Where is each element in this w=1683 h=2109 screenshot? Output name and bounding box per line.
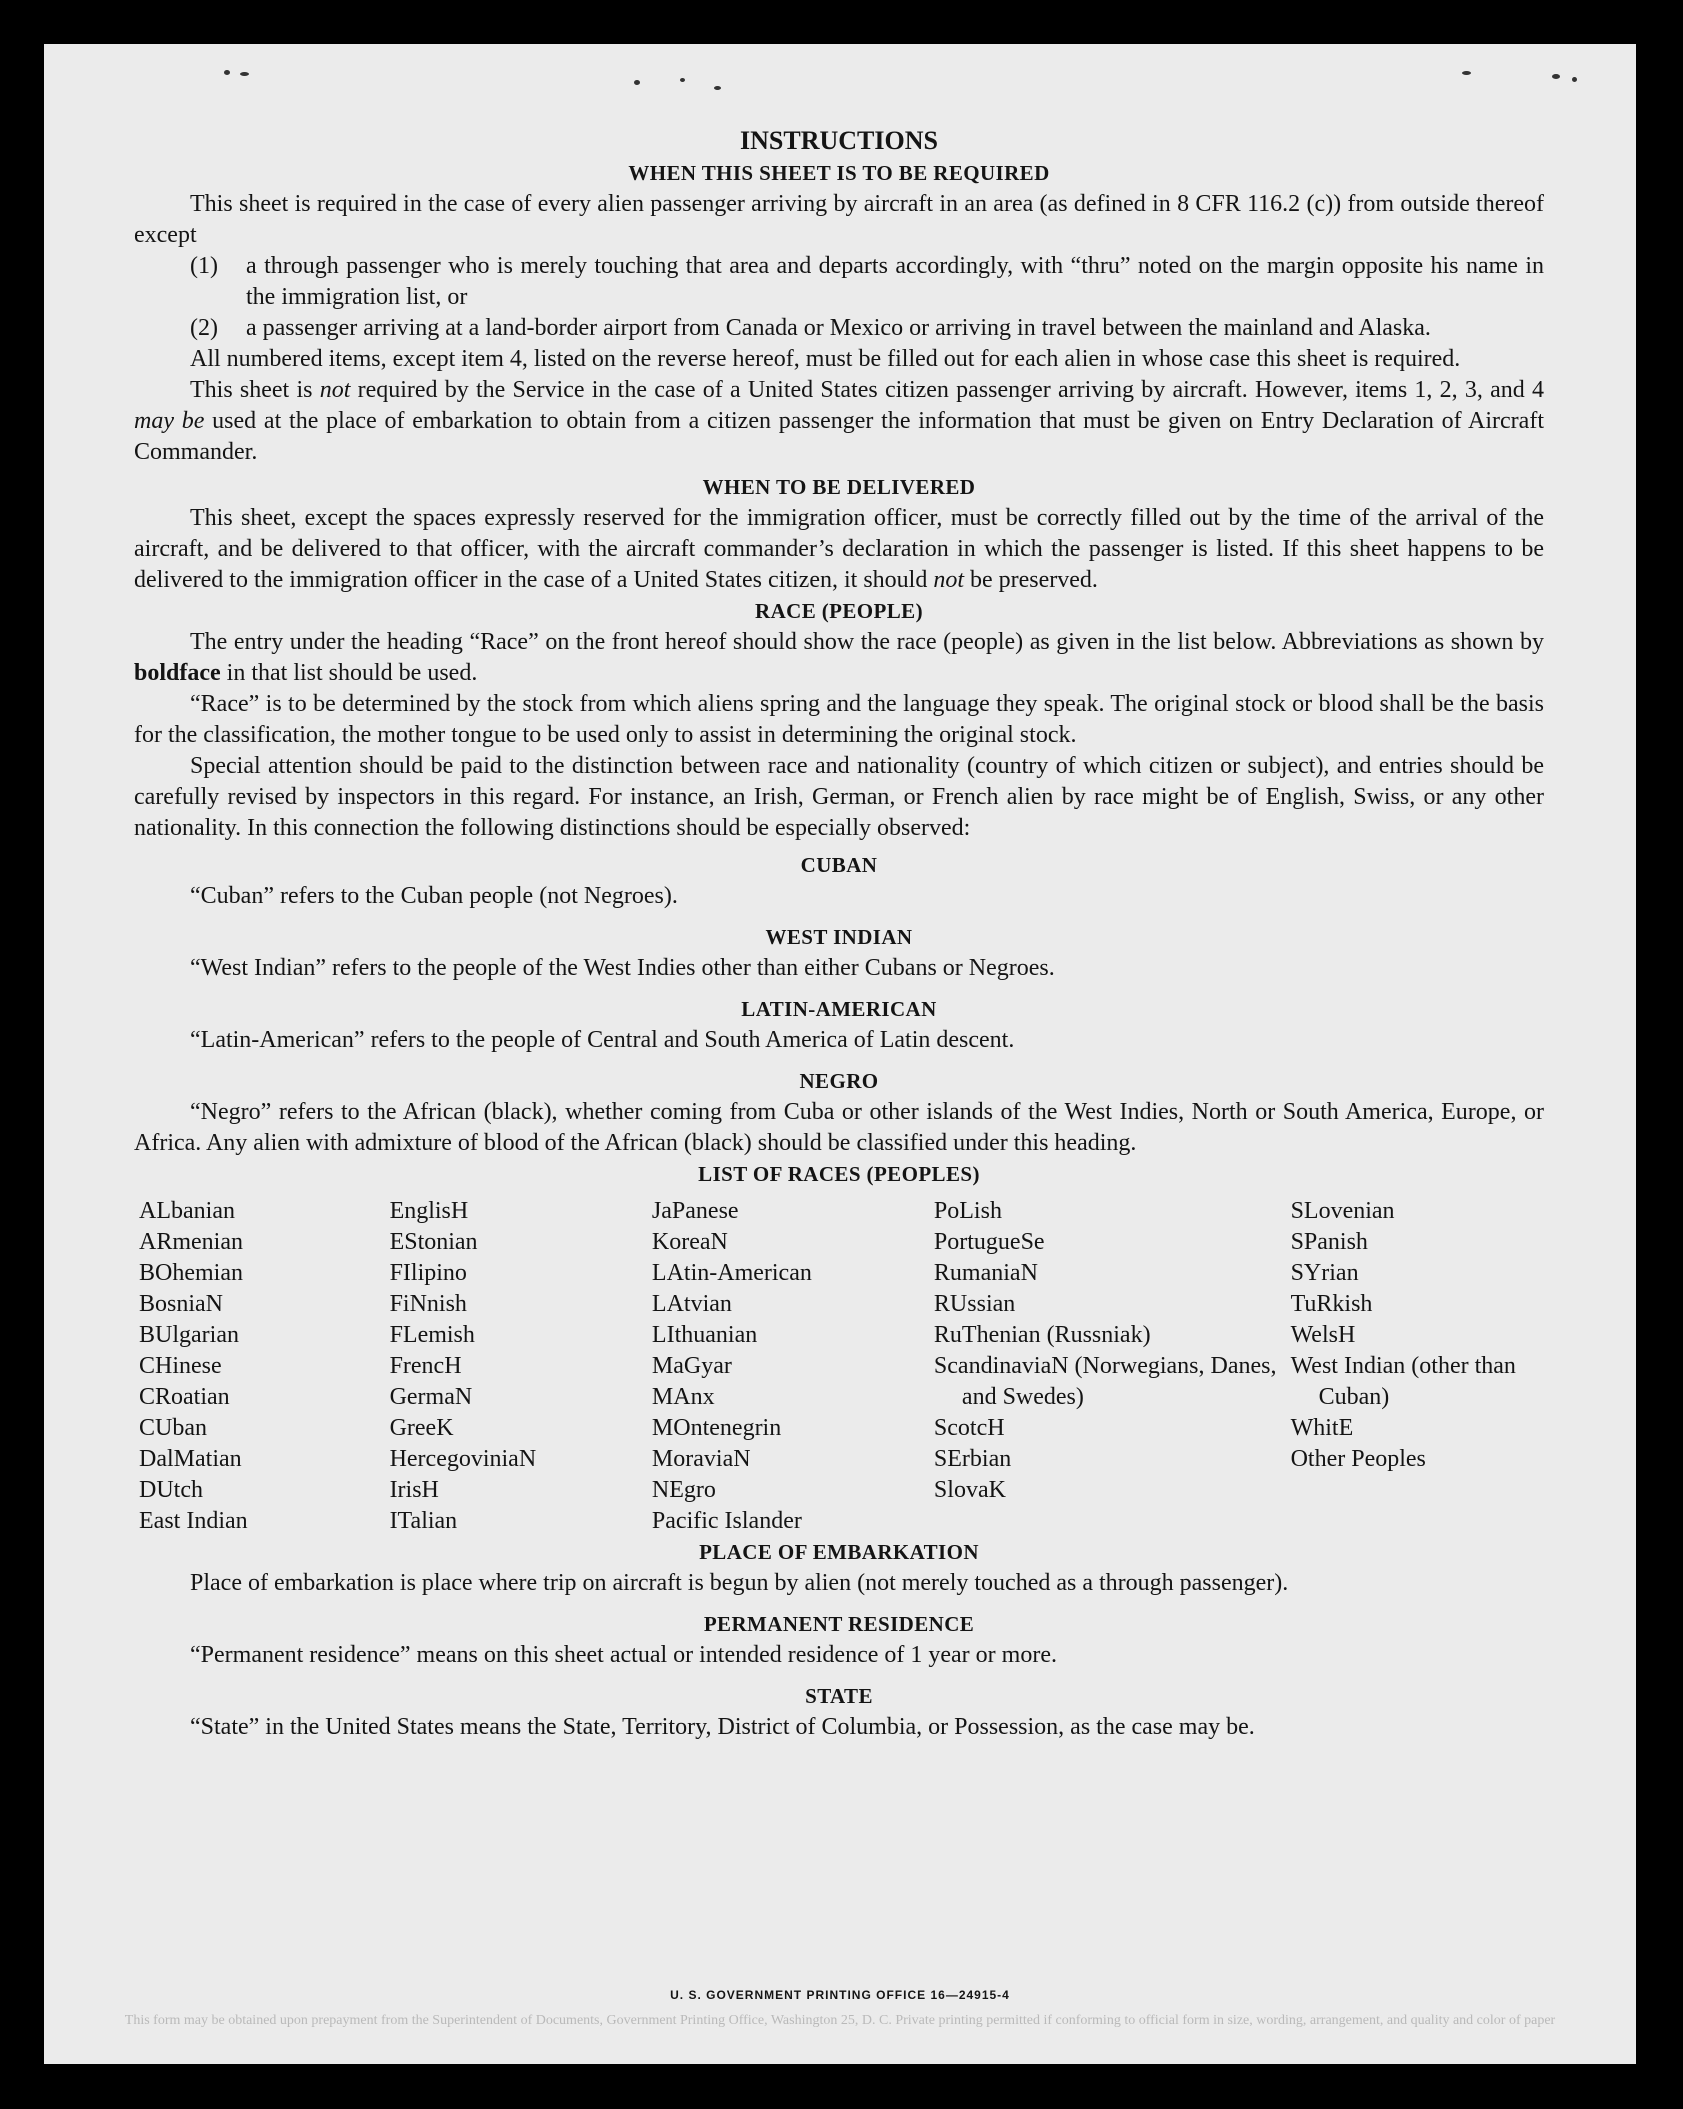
printing-office-imprint: U. S. GOVERNMENT PRINTING OFFICE 16—24915-4 <box>670 1988 1010 2002</box>
race-entry: NEgro <box>651 1477 716 1503</box>
race-column-1 <box>134 1196 385 1537</box>
scan-speck <box>634 80 640 85</box>
race-entry: RUssian <box>933 1291 1016 1317</box>
scan-speck <box>714 86 721 90</box>
race-entry: WhitE <box>1290 1415 1354 1441</box>
race-entry: JaPanese <box>651 1198 739 1224</box>
race-column-3 <box>647 1196 929 1537</box>
race-entry: SPanish <box>1290 1229 1368 1255</box>
race-entry: ARmenian <box>139 1229 243 1255</box>
text-run: used at the place of embarkation to obtain from a citizen passenger the information that must be given on Entry Declaration of Aircraft Commander. <box>134 408 1544 465</box>
race-entry: MaGyar <box>651 1353 732 1379</box>
exception-number: (1) <box>190 253 218 279</box>
section-heading-when-required: WHEN THIS SHEET IS TO BE REQUIRED <box>628 161 1050 185</box>
race-entry: PortugueSe <box>933 1229 1045 1255</box>
emphasis-text: may be <box>134 408 205 434</box>
section-heading-race: RACE (PEOPLE) <box>755 599 923 623</box>
race-entry: RuThenian (Russniak) <box>933 1322 1151 1348</box>
race-entry: LAtvian <box>651 1291 732 1317</box>
race-entry: PoLish <box>933 1198 1002 1224</box>
cuban-definition: “Cuban” refers to the Cuban people (not Negroes). <box>190 883 678 909</box>
race-entry: CUban <box>139 1415 207 1441</box>
exception-number: (2) <box>190 315 218 341</box>
race-entry: WelsH <box>1290 1322 1356 1348</box>
race-paragraph-3: Special attention should be paid to the distinction between race and nationality (country of which citizen or subject), and entries should be carefully revised by inspectors in this regard. For instance, an Irish, German, or French alien by race might be of English, Swiss, or any other nationality. In this connection the following distinctions should be especially observed: <box>134 753 1544 841</box>
race-list <box>134 1196 1544 1537</box>
race-column-5 <box>1286 1196 1544 1537</box>
section-heading-embarkation: PLACE OF EMBARKATION <box>699 1540 979 1564</box>
race-entry: East Indian <box>139 1508 248 1534</box>
text-run: be preserved. <box>964 567 1098 593</box>
text-run: required by the Service in the case of a United States citizen passenger arriving by aircraft. However, items 1, 2, 3, and 4 <box>350 377 1544 403</box>
race-entry: BOhemian <box>139 1260 243 1286</box>
exception-item-1 <box>134 251 1544 313</box>
scan-speck <box>1462 71 1471 75</box>
race-entry: FIlipino <box>389 1260 467 1286</box>
race-entry: Pacific Islander <box>651 1508 802 1534</box>
race-paragraph-1 <box>134 627 1544 689</box>
bold-text: boldface <box>134 660 221 686</box>
scan-speck <box>1572 77 1577 82</box>
page-title: INSTRUCTIONS <box>740 126 938 155</box>
race-entry: SLovenian <box>1290 1198 1395 1224</box>
exception-item-2 <box>134 313 1544 344</box>
emphasis-text: not <box>319 377 351 403</box>
section-heading-negro: NEGRO <box>799 1069 879 1093</box>
race-entry: ALbanian <box>139 1198 235 1224</box>
residence-definition: “Permanent residence” means on this sheet actual or intended residence of 1 year or more. <box>190 1642 1057 1668</box>
race-paragraph-2: “Race” is to be determined by the stock from which aliens spring and the language they speak. The original stock or blood shall be the basis for the classification, the mother tongue to be used only to assist in determining the original stock. <box>134 691 1544 748</box>
race-entry: TuRkish <box>1290 1291 1373 1317</box>
text-run: in that list should be used. <box>220 660 478 686</box>
section-heading-state: STATE <box>805 1684 873 1708</box>
race-column-2 <box>385 1196 647 1537</box>
section-heading-west-indian: WEST INDIAN <box>765 925 913 949</box>
race-entry: SlovaK <box>933 1477 1006 1503</box>
race-entry: FrencH <box>389 1353 462 1379</box>
citizen-paragraph <box>134 375 1544 468</box>
state-definition: “State” in the United States means the State, Territory, District of Columbia, or Possession, as the case may be. <box>190 1714 1255 1740</box>
section-heading-cuban: CUBAN <box>800 853 878 877</box>
race-entry: Other Peoples <box>1290 1446 1426 1472</box>
latin-american-definition: “Latin-American” refers to the people of Central and South America of Latin descent. <box>190 1027 1015 1053</box>
delivery-paragraph <box>134 503 1544 596</box>
race-entry: SYrian <box>1290 1260 1359 1286</box>
section-heading-permanent-residence: PERMANENT RESIDENCE <box>703 1612 975 1636</box>
exception-text: a through passenger who is merely touching that area and departs accordingly, with “thru” noted on the margin opposite his name in the immigration list, or <box>246 253 1544 310</box>
race-entry: GermaN <box>389 1384 473 1410</box>
race-entry: ScotcH <box>933 1415 1005 1441</box>
race-entry: EnglisH <box>389 1198 469 1224</box>
race-entry: MoraviaN <box>651 1446 751 1472</box>
race-entry: MAnx <box>651 1384 715 1410</box>
section-heading-when-delivered: WHEN TO BE DELIVERED <box>702 475 976 499</box>
race-entry: HercegoviniaN <box>389 1446 537 1472</box>
exception-text: a passenger arriving at a land-border airport from Canada or Mexico or arriving in travel between the mainland and Alaska. <box>246 315 1431 341</box>
race-entry: KoreaN <box>651 1229 728 1255</box>
race-entry: FLemish <box>389 1322 475 1348</box>
section-heading-list-of-races: LIST OF RACES (PEOPLES) <box>698 1162 980 1186</box>
embarkation-definition: Place of embarkation is place where trip on aircraft is begun by alien (not merely touched as a through passenger). <box>190 1570 1289 1596</box>
race-entry: BUlgarian <box>139 1322 239 1348</box>
race-entry: ScandinaviaN (Norwegians, Danes, and Swedes) <box>933 1353 1277 1410</box>
race-entry: SErbian <box>933 1446 1012 1472</box>
race-entry: West Indian (other than Cuban) <box>1290 1353 1516 1410</box>
numbered-items-paragraph: All numbered items, except item 4, listed on the reverse hereof, must be filled out for each alien in whose case this sheet is required. <box>190 346 1461 372</box>
scan-speck <box>1552 74 1560 79</box>
form-sheet <box>44 44 1636 2064</box>
scan-speck <box>680 78 685 82</box>
bleed-through-text: This form may be obtained upon prepayment from the Superintendent of Documents, Government Printing Office, Washington 25, D. C. Private printing permitted if conforming to official form in size, wording, arrangement, and quality and color of paper <box>124 2013 1556 2028</box>
race-entry: EStonian <box>389 1229 478 1255</box>
race-column-4 <box>929 1196 1286 1537</box>
race-entry: LAtin-American <box>651 1260 812 1286</box>
race-entry: CHinese <box>139 1353 222 1379</box>
emphasis-text: not <box>933 567 964 593</box>
race-entry: CRoatian <box>139 1384 230 1410</box>
race-entry: BosniaN <box>139 1291 223 1317</box>
when-required-intro: This sheet is required in the case of every alien passenger arriving by aircraft in an area (as defined in 8 CFR 116.2 (c)) from outside thereof except <box>134 191 1544 248</box>
race-entry: DUtch <box>139 1477 203 1503</box>
race-entry: FiNnish <box>389 1291 467 1317</box>
scan-speck <box>224 70 230 75</box>
section-heading-latin-american: LATIN-AMERICAN <box>741 997 937 1021</box>
race-entry: RumaniaN <box>933 1260 1038 1286</box>
race-entry: MOntenegrin <box>651 1415 782 1441</box>
text-run: This sheet is <box>190 377 320 403</box>
text-run: The entry under the heading “Race” on the front hereof should show the race (people) as given in the list below. Abbreviations as shown by <box>190 629 1544 655</box>
scan-speck <box>240 72 249 76</box>
race-entry: GreeK <box>389 1415 454 1441</box>
text-run: This sheet, except the spaces expressly reserved for the immigration officer, must be correctly filled out by the time of the arrival of the aircraft, and be delivered to that officer, with the aircraft commander’s declaration in which the passenger is listed. If this sheet happens to be delivered to the immigration officer in the case of a United States citizen, it should <box>134 505 1544 593</box>
negro-definition: “Negro” refers to the African (black), whether coming from Cuba or other islands of the West Indies, North or South America, Europe, or Africa. Any alien with admixture of blood of the African (black) should be classified under this heading. <box>134 1099 1544 1156</box>
instructions-body <box>134 124 1544 1743</box>
race-entry: LIthuanian <box>651 1322 758 1348</box>
race-entry: DalMatian <box>139 1446 242 1472</box>
west-indian-definition: “West Indian” refers to the people of the West Indies other than either Cubans or Negroes. <box>190 955 1055 981</box>
race-entry: ITalian <box>389 1508 458 1534</box>
race-entry: IrisH <box>389 1477 439 1503</box>
